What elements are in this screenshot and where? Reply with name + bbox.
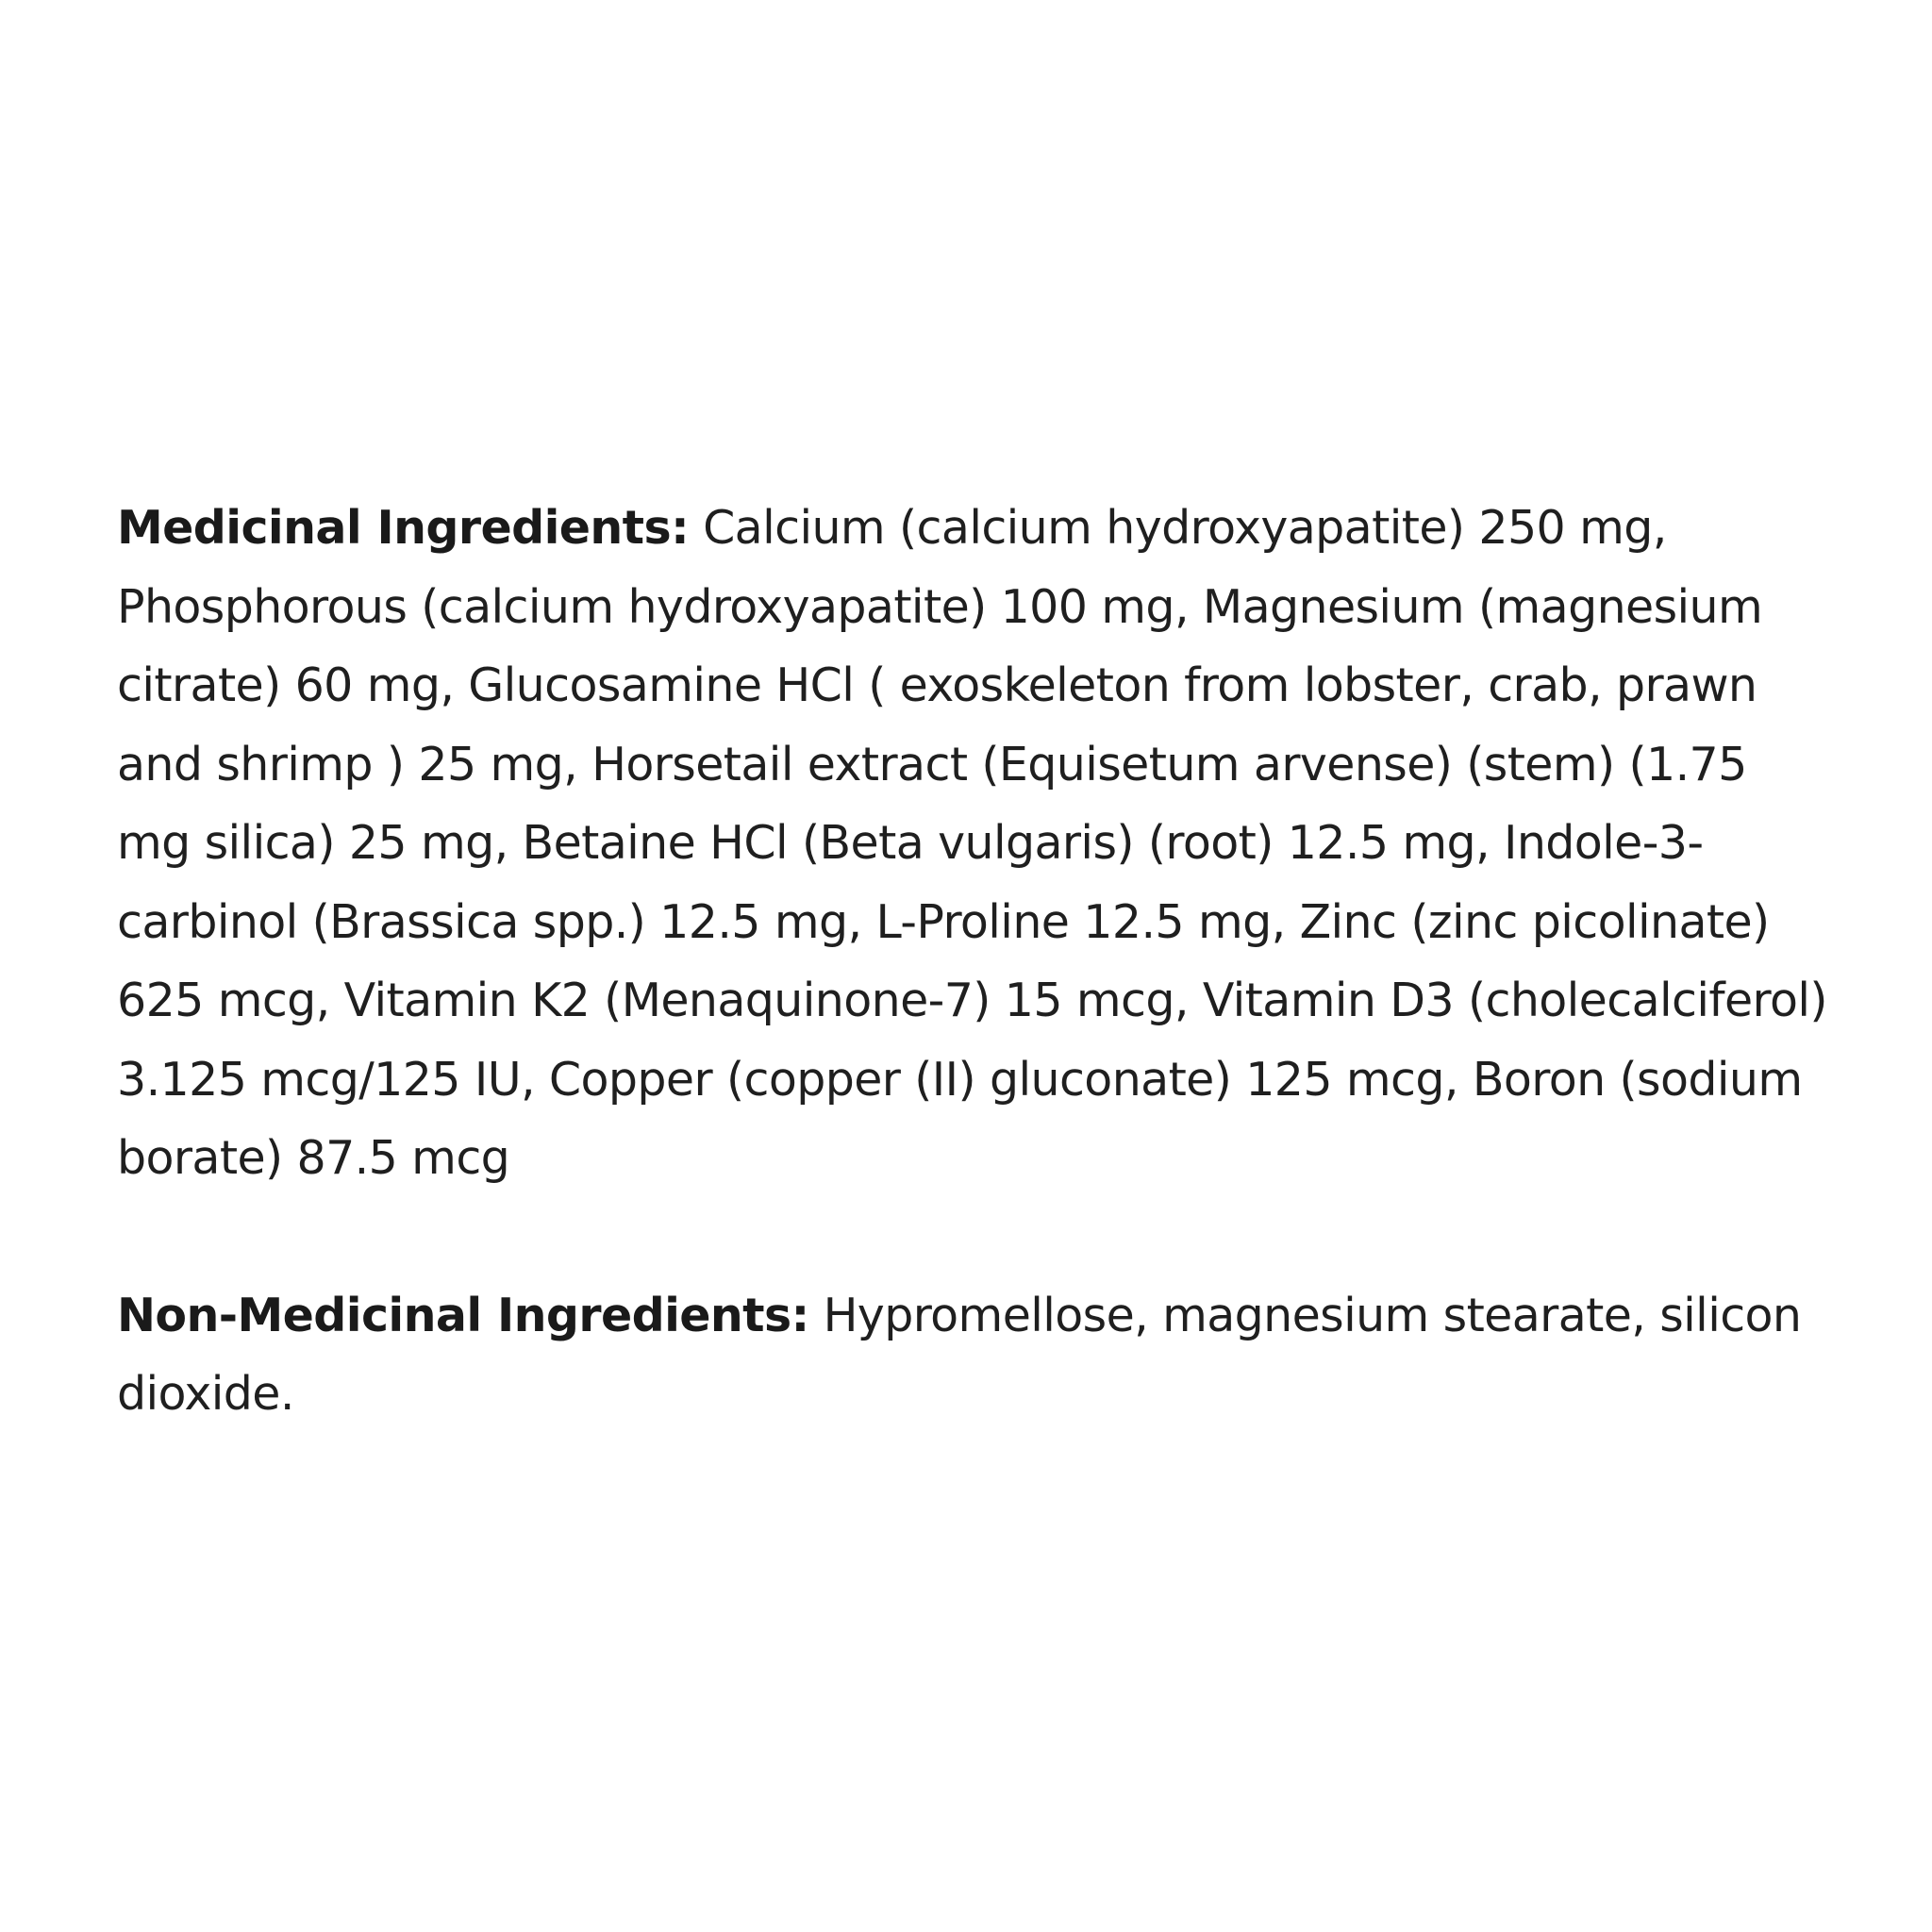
ingredients-section — [117, 489, 1834, 1512]
medicinal-ingredients-paragraph — [117, 489, 1834, 1198]
medicinal-ingredients-text: Calcium (calcium hydroxyapatite) 250 mg, Phosphorous (calcium hydroxyapatite) 100 mg, Magnesium (magnesium citrate) 60 mg, Glucosamine HCl ( exoskeleton from lobster, crab, prawn and shrimp ) 25 mg, Horsetail extract (Equisetum arvense) (stem) (1.75 mg silica) 25 mg, Betaine HCl (Beta vulgaris) (root) 12.5 mg, Indole-3-carbinol (Brassica spp.) 12.5 mg, L-Proline 12.5 mg, Zinc (zinc picolinate) 625 mcg, Vitamin K2 (Menaquinone-7) 15 mcg, Vitamin D3 (cholecalciferol) 3.125 mcg/125 IU, Copper (copper (II) gluconate) 125 mcg, Boron (sodium borate) 87.5 mcg — [117, 501, 1827, 1185]
non-medicinal-ingredients-text: Hypromellose, magnesium stearate, silicon dioxide. — [117, 1288, 1802, 1421]
non-medicinal-ingredients-label: Non-Medicinal Ingredients: — [117, 1288, 809, 1342]
medicinal-ingredients-label: Medicinal Ingredients: — [117, 501, 690, 555]
non-medicinal-ingredients-paragraph — [117, 1276, 1834, 1434]
